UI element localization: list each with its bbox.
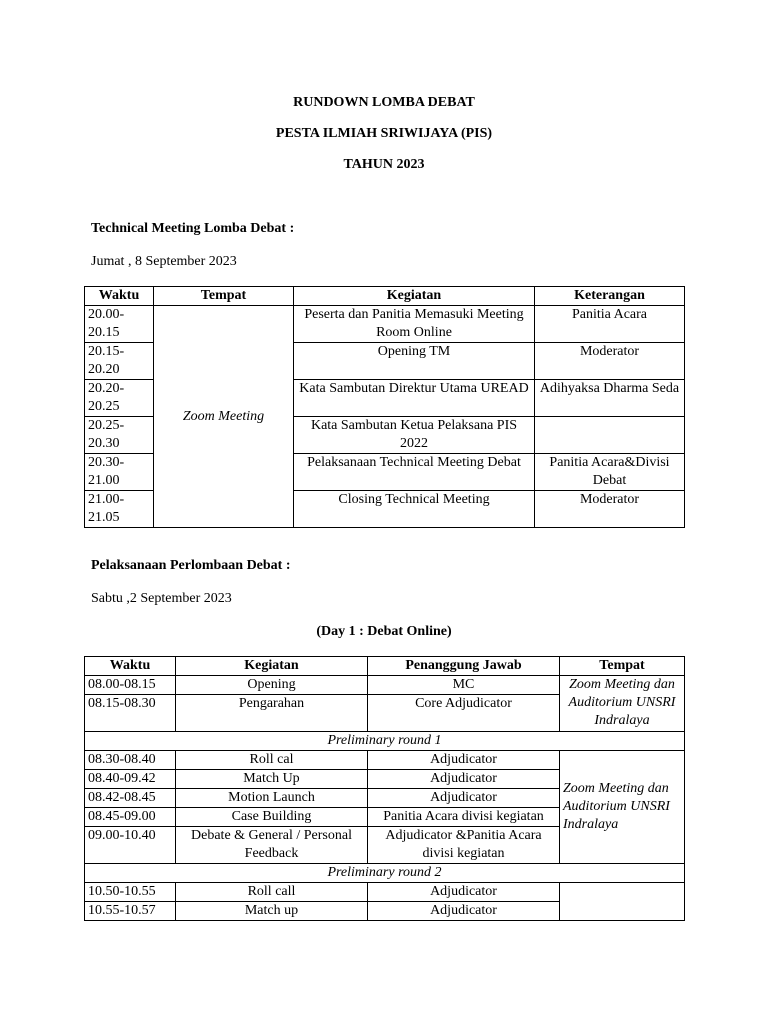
col-header-tempat: Tempat [560,657,685,676]
col-header-waktu: Waktu [85,657,176,676]
note-cell: Panitia Acara [535,306,685,343]
pic-cell: Adjudicator [368,789,560,808]
place-cell: Zoom Meeting [154,306,294,528]
pic-cell: Core Adjudicator [368,695,560,732]
place-cell-empty [560,883,685,921]
time-cell: 20.15- 20.20 [85,343,154,380]
time-cell: 20.30- 21.00 [85,454,154,491]
time-cell: 08.42-08.45 [85,789,176,808]
activity-cell: Kata Sambutan Direktur Utama UREAD [294,380,535,417]
activity-cell: Opening [176,676,368,695]
pic-cell: Adjudicator [368,770,560,789]
round-label: Preliminary round 2 [85,864,685,883]
note-cell: Adihyaksa Dharma Seda [535,380,685,417]
pic-cell: Adjudicator [368,883,560,902]
col-header-kegiatan: Kegiatan [176,657,368,676]
document-year: TAHUN 2023 [343,157,425,172]
table-row [85,751,685,770]
document-title: RUNDOWN LOMBA DEBAT [293,95,475,110]
pic-cell: Adjudicator [368,751,560,770]
activity-cell: Kata Sambutan Ketua Pelaksana PIS 2022 [294,417,535,454]
time-cell: 10.50-10.55 [85,883,176,902]
time-cell: 08.40-09.42 [85,770,176,789]
activity-cell: Match up [176,902,368,921]
tm-heading: Technical Meeting Lomba Debat : [91,221,295,236]
time-cell: 08.15-08.30 [85,695,176,732]
time-cell: 08.45-09.00 [85,808,176,827]
activity-cell: Case Building [176,808,368,827]
round-label-row [85,864,685,883]
competition-table [84,656,685,921]
table-row [85,676,685,695]
pic-cell: Adjudicator [368,902,560,921]
note-cell: Panitia Acara&Divisi Debat [535,454,685,491]
col-header-kegiatan: Kegiatan [294,287,535,306]
time-cell: 09.00-10.40 [85,827,176,864]
time-cell: 10.55-10.57 [85,902,176,921]
activity-cell: Closing Technical Meeting [294,491,535,528]
table-header-row [85,287,685,306]
note-cell: Moderator [535,491,685,528]
pic-cell: Panitia Acara divisi kegiatan [368,808,560,827]
activity-cell: Roll call [176,883,368,902]
time-cell: 20.00- 20.15 [85,306,154,343]
activity-cell: Pengarahan [176,695,368,732]
col-header-tempat: Tempat [154,287,294,306]
activity-cell: Debate & General / Personal Feedback [176,827,368,864]
tm-date: Jumat , 8 September 2023 [91,254,237,269]
pic-cell: MC [368,676,560,695]
time-cell: 08.00-08.15 [85,676,176,695]
document-subtitle: PESTA ILMIAH SRIWIJAYA (PIS) [275,126,493,141]
activity-cell: Match Up [176,770,368,789]
activity-cell: Motion Launch [176,789,368,808]
round-label: Preliminary round 1 [85,732,685,751]
col-header-waktu: Waktu [85,287,154,306]
place-cell: Zoom Meeting dan Auditorium UNSRI Indralaya [560,676,685,732]
activity-cell: Roll cal [176,751,368,770]
place-cell: Zoom Meeting dan Auditorium UNSRI Indralaya [560,751,685,864]
time-cell: 20.20- 20.25 [85,380,154,417]
time-cell: 21.00- 21.05 [85,491,154,528]
comp-heading: Pelaksanaan Perlombaan Debat : [91,558,291,573]
time-cell: 20.25- 20.30 [85,417,154,454]
activity-cell: Opening TM [294,343,535,380]
pic-cell: Adjudicator &Panitia Acara divisi kegiatan [368,827,560,864]
note-cell [535,417,685,454]
table-header-row [85,657,685,676]
round-label-row [85,732,685,751]
time-cell: 08.30-08.40 [85,751,176,770]
technical-meeting-table [84,286,685,528]
col-header-keterangan: Keterangan [535,287,685,306]
col-header-penanggung-jawab: Penanggung Jawab [368,657,560,676]
activity-cell: Peserta dan Panitia Memasuki Meeting Room Online [294,306,535,343]
note-cell: Moderator [535,343,685,380]
comp-date: Sabtu ,2 September 2023 [91,591,232,606]
activity-cell: Pelaksanaan Technical Meeting Debat [294,454,535,491]
table-row [85,883,685,902]
day-title: (Day 1 : Debat Online) [316,624,452,639]
table-row [85,306,685,343]
